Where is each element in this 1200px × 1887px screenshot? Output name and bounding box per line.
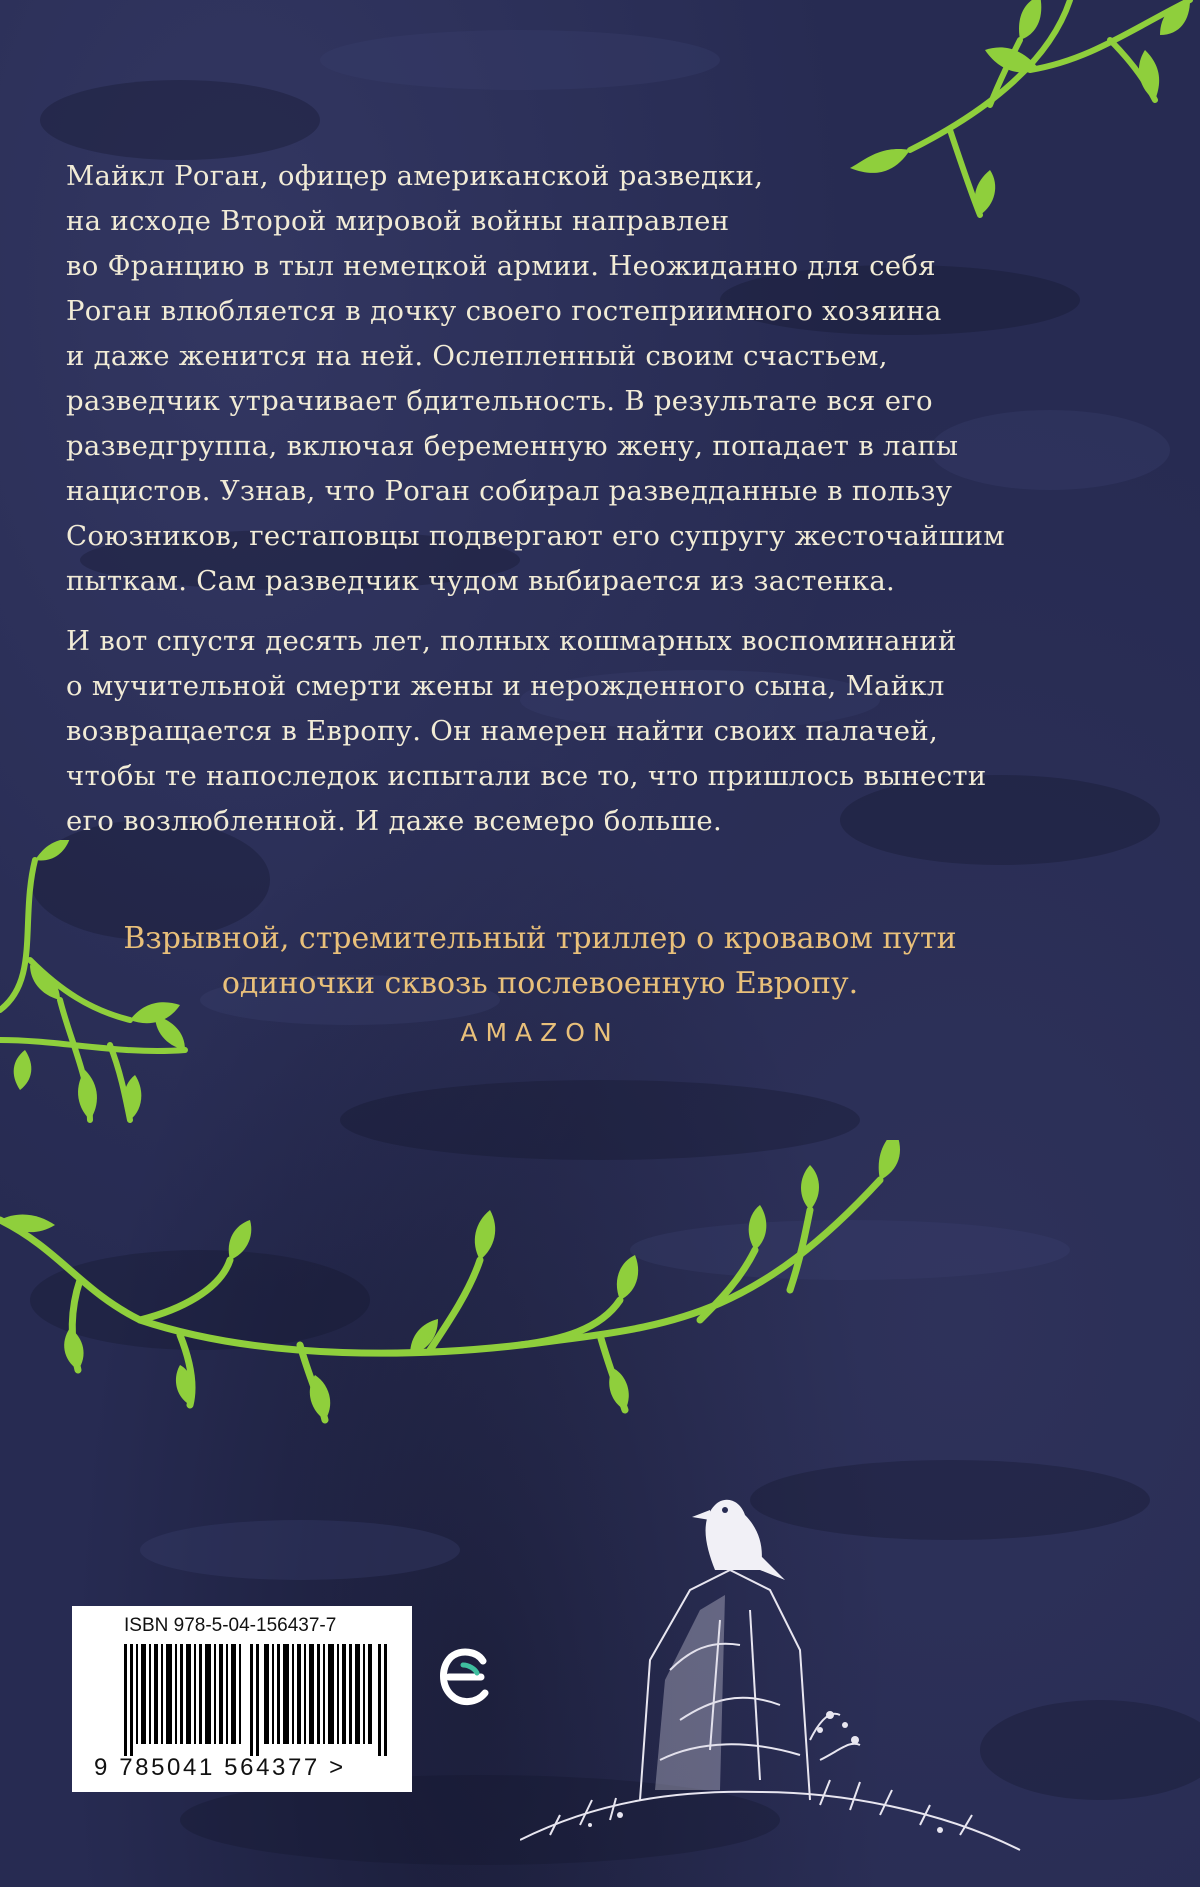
review-source: AMAZON <box>460 1018 620 1047</box>
quote-line: Взрывной, стремительный триллер о кровавом пути <box>123 921 957 956</box>
text-line: Майкл Роган, офицер американской разведки, <box>66 160 764 192</box>
raven-on-gravestone-icon <box>520 1420 1040 1860</box>
text-line: о мучительной смерти жены и нерожденного сына, Майкл <box>66 670 945 702</box>
isbn-label: ISBN 978-5-04-156437-7 <box>124 1615 337 1636</box>
text-line: Союзников, гестаповцы подвергают его супругу жесточайшим <box>66 520 1005 552</box>
text-line: его возлюбленной. И даже всемеро больше. <box>66 805 722 837</box>
vine-bottom <box>0 1140 940 1440</box>
text-line: разведгруппа, включая беременную жену, попадает в лапы <box>66 430 959 462</box>
text-line: во Францию в тыл немецкой армии. Неожиданно для себя <box>66 250 936 282</box>
text-line: разведчик утрачивает бдительность. В результате вся его <box>66 385 933 417</box>
quote-line: одиночки сквозь послевоенную Европу. <box>221 966 859 1001</box>
description-paragraph-1 <box>66 154 1005 604</box>
text-line: и даже женится на ней. Ослепленный своим счастьем, <box>66 340 888 372</box>
text-line: нацистов. Узнав, что Роган собирал разведданные в пользу <box>66 475 953 507</box>
text-line: пыткам. Сам разведчик чудом выбирается из застенка. <box>66 565 896 597</box>
text-line: на исходе Второй мировой войны направлен <box>66 205 730 237</box>
barcode-box <box>72 1606 412 1792</box>
barcode-icon <box>124 1644 392 1756</box>
text-line: возвращается в Европу. Он намерен найти своих палачей, <box>66 715 939 747</box>
eksmo-logo-icon <box>437 1643 497 1709</box>
review-quote <box>0 916 1080 1006</box>
description-paragraph-2 <box>66 619 986 844</box>
text-line: чтобы те напоследок испытали все то, что пришлось вынести <box>66 760 987 792</box>
barcode-digits: 9 785041 564377 > <box>94 1754 346 1781</box>
text-line: Роган влюбляется в дочку своего гостеприимного хозяина <box>66 295 942 327</box>
text-line: И вот спустя десять лет, полных кошмарных воспоминаний <box>66 625 957 657</box>
